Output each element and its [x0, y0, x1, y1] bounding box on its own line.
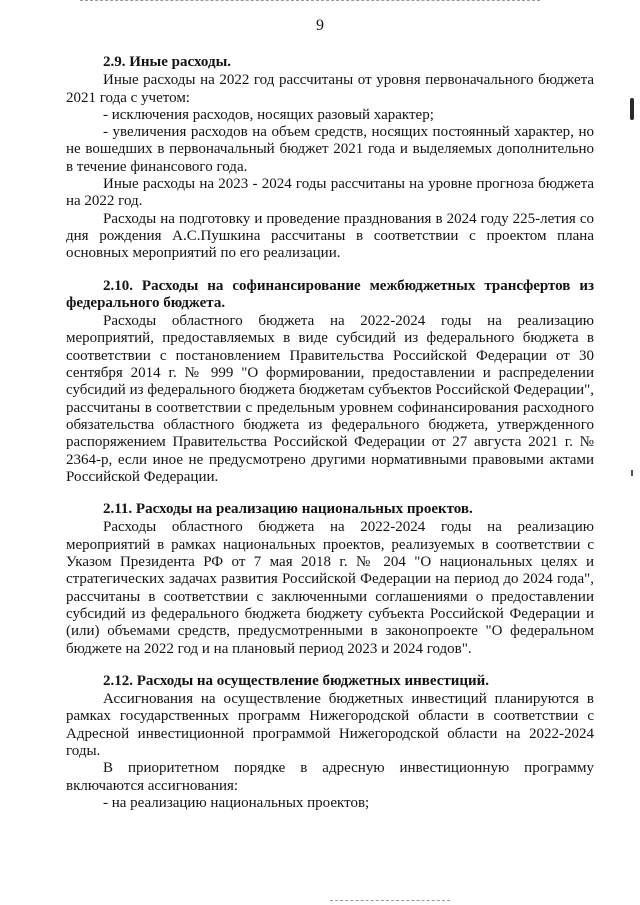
paragraph: Иные расходы на 2023 - 2024 годы рассчитаны на уровне прогноза бюджета на 2022 год. [66, 176, 594, 210]
scan-artifact [630, 98, 634, 120]
section-2-12 [66, 673, 594, 812]
paragraph: В приоритетном порядке в адресную инвестиционную программу включаются ассигнования: [66, 760, 594, 794]
section-2-10 [66, 278, 594, 487]
section-heading: 2.11. Расходы на реализацию национальных проектов. [103, 501, 473, 518]
section-heading: 2.9. Иные расходы. [103, 54, 232, 70]
scan-artifact [631, 470, 633, 476]
paragraph: Расходы на подготовку и проведение празднования в 2024 году 225-летия со дня рождения А.С.Пушкина рассчитаны в соответствии с проектом плана основных мероприятий по его реализации. [66, 210, 594, 262]
scan-edge-top [80, 0, 540, 3]
paragraph: Расходы областного бюджета на 2022-2024 годы на реализацию мероприятий в рамках национальных проектов, реализуемых в соответствии с Указом Президента РФ от 7 мая 2018 г. № 204 "О национальных целях и стратегических задачах развития Российской Федерации на период до 2024 года", рассчитаны в соответствии с заключенными соглашениями о предоставлении субсидий из федерального бюджета бюджету субъекта Российской Федерации и (или) объемами средств, предусмотренными в законопроекте "О федеральном бюджете на 2022 год и на плановый период 2023 и 2024 годов". [66, 519, 594, 657]
document-body [66, 54, 594, 812]
scan-edge-bottom [330, 900, 450, 903]
page-number: 9 [316, 17, 324, 34]
paragraph: Расходы областного бюджета на 2022-2024 годы на реализацию мероприятий, предоставляемых в виде субсидий из федерального бюджета в соответствии с постановлением Правительства Российской Федерации от 30 сентября 2014 г. № 999 "О формировании, предоставлении и распределении субсидий из федерального бюджета бюджетам субъектов Российской Федерации", рассчитаны в соответствии с предельным уровнем софинансирования расходного обязательства областного бюджета из федерального бюджета, утвержденного распоряжением Правительства Российской Федерации от 27 августа 2021 г. № 2364-р, если иное не предусмотрено другими нормативными правовыми актами Российской Федерации. [66, 313, 594, 485]
list-item: - на реализацию национальных проектов; [103, 794, 370, 811]
section-heading: 2.12. Расходы на осуществление бюджетных инвестиций. [103, 672, 490, 689]
list-item: - исключения расходов, носящих разовый характер; [103, 106, 434, 123]
section-2-9 [66, 54, 594, 263]
paragraph: Ассигнования на осуществление бюджетных инвестиций планируются в рамках государственных программ Нижегородской области в соответствии с Адресной инвестиционной программой Нижегородской области на 2022-2024 годы. [66, 691, 594, 759]
list-item: - увеличения расходов на объем средств, носящих постоянный характер, но не вошедших в первоначальный бюджет 2021 года и выделяемых дополнительно в течение финансового года. [66, 124, 594, 175]
section-heading: 2.10. Расходы на софинансирование межбюджетных трансфертов из федерального бюджета. [66, 277, 594, 311]
paragraph: Иные расходы на 2022 год рассчитаны от уровня первоначального бюджета 2021 года с учетом: [66, 72, 594, 106]
section-2-11 [66, 501, 594, 658]
